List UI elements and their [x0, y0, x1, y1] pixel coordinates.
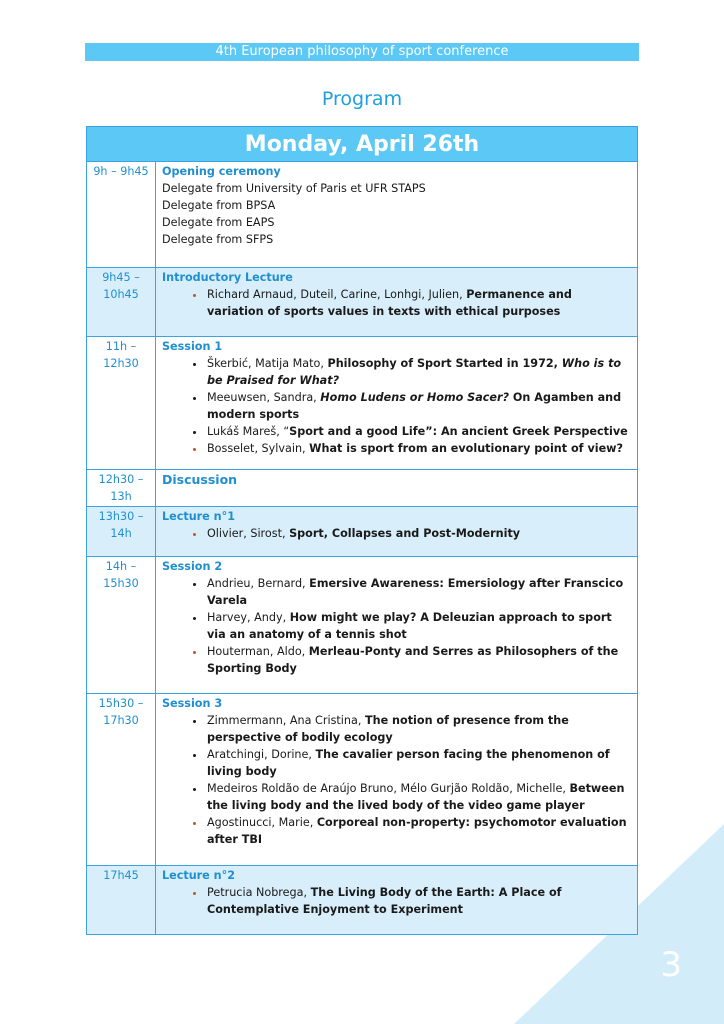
talk-item — [205, 643, 631, 677]
talk-item — [205, 286, 631, 320]
talk-item — [205, 423, 631, 440]
slot-content — [156, 507, 638, 557]
schedule-row — [87, 507, 638, 557]
talk-title: Sport, Collapses and Post-Modernity — [289, 527, 521, 540]
talk-author: Lukáš Mareš, “ — [207, 425, 290, 438]
talk-list — [162, 884, 631, 918]
talk-title: Merleau-Ponty and Serres as Philosophers of the Sporting Body — [207, 645, 619, 675]
time-slot: 12h30 – 13h — [87, 470, 156, 507]
schedule-table — [86, 126, 638, 935]
talk-item — [205, 814, 631, 848]
talk-list — [162, 355, 631, 457]
talk-item — [205, 389, 631, 423]
schedule-row — [87, 694, 638, 866]
schedule-row — [87, 557, 638, 694]
schedule-row — [87, 470, 638, 507]
talk-author: Aratchingi, Dorine, — [207, 748, 316, 761]
slot-title: Session 2 — [162, 560, 223, 573]
talk-item — [205, 525, 631, 542]
schedule-row — [87, 866, 638, 935]
time-slot: 17h45 — [87, 866, 156, 935]
talk-item — [205, 609, 631, 643]
talk-item — [205, 884, 631, 918]
talk-title-rest: ”: An ancient Greek Perspective — [425, 425, 628, 438]
talk-list — [162, 286, 631, 320]
schedule-row — [87, 162, 638, 268]
slot-title: Session 3 — [162, 697, 223, 710]
talk-author: Zimmermann, Ana Cristina, — [207, 714, 365, 727]
talk-title: The notion of presence from the perspective of bodily ecology — [207, 714, 569, 744]
slot-title: Session 1 — [162, 340, 223, 353]
talk-title: Emersive Awareness: Emersiology after Franscico Varela — [207, 577, 624, 607]
talk-author: Olivier, Sirost, — [207, 527, 290, 540]
talk-title-italic: Who is to be Praised for What? — [207, 357, 622, 387]
slot-content — [156, 694, 638, 866]
time-slot: 14h – 15h30 — [87, 557, 156, 694]
talk-title: Philosophy of Sport Started in 1972, — [327, 357, 562, 370]
time-slot: 11h – 12h30 — [87, 337, 156, 470]
slot-title: Discussion — [162, 472, 238, 487]
talk-author: Houterman, Aldo, — [207, 645, 309, 658]
talk-title: How might we play? A Deleuzian approach to sport via an anatomy of a tennis shot — [207, 611, 612, 641]
talk-author: Meeuwsen, Sandra, — [207, 391, 321, 404]
slot-title: Lecture n°2 — [162, 869, 236, 882]
talk-author: Petrucia Nobrega, — [207, 886, 311, 899]
slot-title: Opening ceremony — [162, 165, 281, 178]
talk-title: The cavalier person facing the phenomenon of living body — [207, 748, 610, 778]
talk-author: Bosselet, Sylvain, — [207, 442, 310, 455]
slot-content — [156, 557, 638, 694]
slot-content — [156, 268, 638, 337]
talk-title: Between the living body and the lived body of the video game player — [207, 782, 625, 812]
talk-author: Agostinucci, Marie, — [207, 816, 317, 829]
talk-title: Corporeal non-property: psychomotor evaluation after TBI — [207, 816, 627, 846]
talk-title-italic: Homo Ludens or Homo Sacer? — [320, 391, 510, 404]
talk-title: Permanence and variation of sports values in texts with ethical purposes — [207, 288, 572, 318]
slot-content — [156, 162, 638, 268]
page-number: 3 — [660, 945, 682, 985]
talk-list — [162, 525, 631, 542]
talk-title: On Agamben and modern sports — [207, 391, 622, 421]
talk-item — [205, 355, 631, 389]
page-title: Program — [321, 88, 403, 110]
schedule-row — [87, 268, 638, 337]
talk-list — [162, 712, 631, 848]
day-header-row — [87, 127, 638, 162]
day-heading: Monday, April 26th — [87, 127, 638, 162]
slot-title: Introductory Lecture — [162, 271, 293, 284]
slot-content — [156, 866, 638, 935]
time-slot: 13h30 – 14h — [87, 507, 156, 557]
talk-item — [205, 440, 631, 457]
talk-title: Sport and a good Life — [289, 425, 426, 438]
talk-item — [205, 712, 631, 746]
delegate-line: Delegate from SFPS — [162, 233, 274, 246]
talk-title: What is sport from an evolutionary point of view? — [309, 442, 623, 455]
talk-author: Harvey, Andy, — [207, 611, 290, 624]
talk-item — [205, 575, 631, 609]
slot-title: Lecture n°1 — [162, 510, 236, 523]
talk-author: Richard Arnaud, Duteil, Carine, Lonhgi, Julien, — [207, 288, 467, 301]
conference-banner: 4th European philosophy of sport conference — [85, 43, 639, 61]
talk-author: Medeiros Roldão de Araújo Bruno, Mélo Gurjão Roldão, Michelle, — [207, 782, 570, 795]
slot-content — [156, 470, 638, 507]
time-slot: 9h45 – 10h45 — [87, 268, 156, 337]
talk-item — [205, 780, 631, 814]
time-slot: 9h – 9h45 — [87, 162, 156, 268]
delegate-line: Delegate from University of Paris et UFR STAPS — [162, 182, 426, 195]
schedule-row — [87, 337, 638, 470]
talk-author: Škerbić, Matija Mato, — [207, 357, 328, 370]
slot-content — [156, 337, 638, 470]
time-slot: 15h30 – 17h30 — [87, 694, 156, 866]
talk-title: The Living Body of the Earth: A Place of Contemplative Enjoyment to Experiment — [207, 886, 562, 916]
talk-list — [162, 575, 631, 677]
delegate-line: Delegate from EAPS — [162, 216, 275, 229]
delegate-line: Delegate from BPSA — [162, 199, 276, 212]
talk-item — [205, 746, 631, 780]
talk-author: Andrieu, Bernard, — [207, 577, 310, 590]
